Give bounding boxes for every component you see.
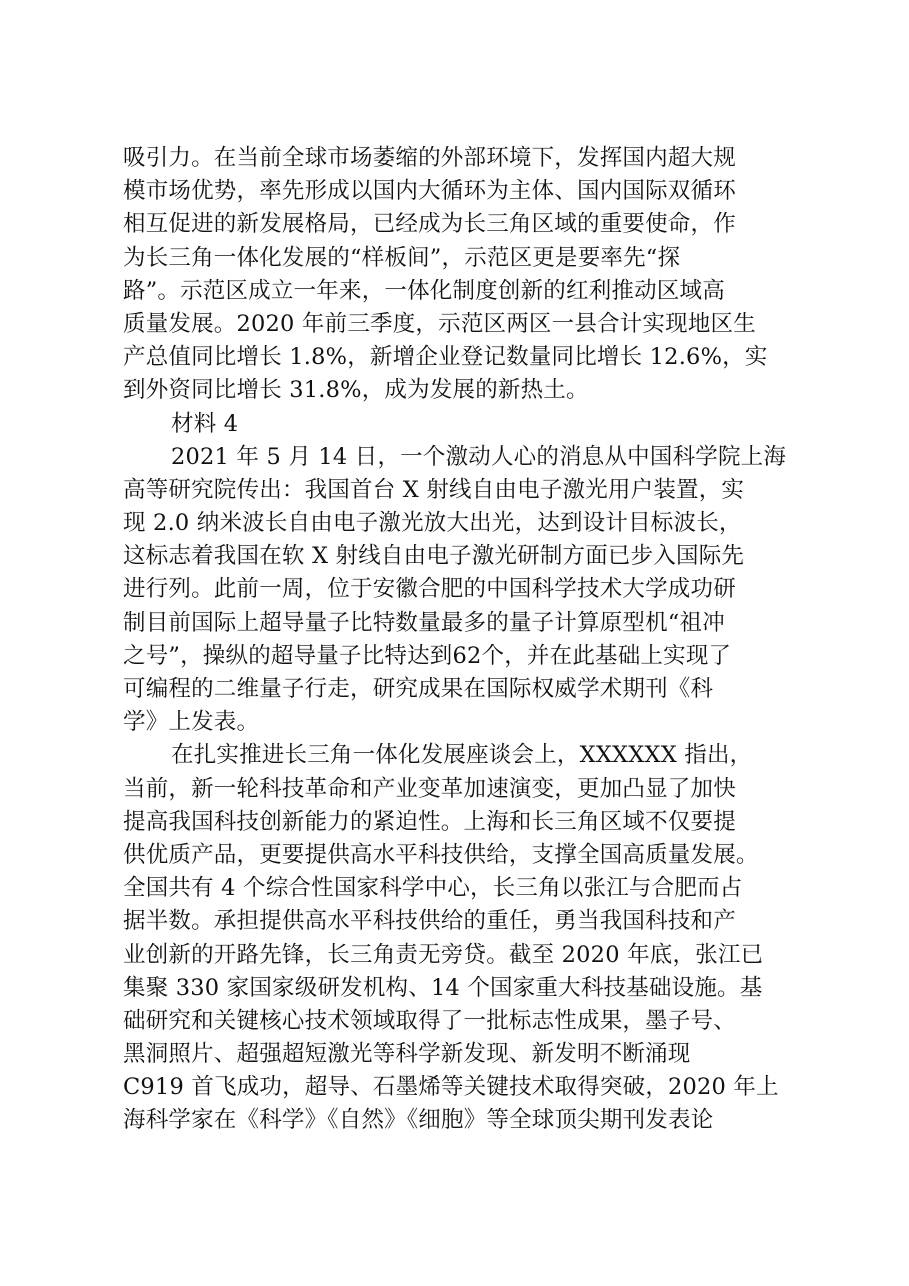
text-line: 在扎实推进长三角一体化发展座谈会上，XXXXXX 指出，	[171, 742, 753, 769]
text-line: 吸引力。在当前全球市场萎缩的外部环境下，发挥国内超大规	[123, 145, 736, 171]
text-line: 础研究和关键核心技术领域取得了一批标志性成果，墨子号、	[123, 1007, 736, 1034]
text-line: 业创新的开路先锋，长三角责无旁贷。截至 2020 年底，张江已	[123, 941, 764, 968]
text-line: 供优质产品，更要提供高水平科技供给，支撑全国高质量发展。	[123, 841, 759, 868]
text-line: 据半数。承担提供高水平科技供给的重任，勇当我国科技和产	[123, 908, 736, 935]
text-line: 制目前国际上超导量子比特数量最多的量子计算原型机“祖冲	[123, 609, 725, 636]
text-line: 可编程的二维量子行走，研究成果在国际权威学术期刊《科	[123, 676, 714, 702]
text-line: 2021 年 5 月 14 日，一个激动人心的消息从中国科学院上海	[171, 443, 787, 470]
text-line: 集聚 330 家国家级研发机构、14 个国家重大科技基础设施。基	[123, 974, 763, 1001]
text-line: 学》上发表。	[123, 709, 260, 736]
text-line: 进行列。此前一周，位于安徽合肥的中国科学技术大学成功研	[123, 576, 736, 603]
text-line: 这标志着我国在软 X 射线自由电子激光研制方面已步入国际先	[123, 543, 745, 570]
text-line: C919 首飞成功，超导、石墨烯等关键技术取得突破，2020 年上	[123, 1074, 779, 1101]
text-line: 模市场优势，率先形成以国内大循环为主体、国内国际双循环	[123, 178, 736, 205]
text-line: 到外资同比增长 31.8%，成为发展的新热土。	[123, 377, 589, 404]
text-line: 提高我国科技创新能力的紧迫性。上海和长三角区域不仅要提	[123, 808, 736, 835]
text-line: 产总值同比增长 1.8%，新增企业登记数量同比增长 12.6%，实	[123, 344, 768, 371]
text-line: 高等研究院传出：我国首台 X 射线自由电子激光用户装置，实	[123, 476, 745, 503]
text-line: 之号”，操纵的超导量子比特达到62个，并在此基础上实现了	[123, 642, 732, 669]
text-line: 路”。示范区成立一年来，一体化制度创新的红利推动区域高	[123, 277, 725, 304]
text-line: 相互促进的新发展格局，已经成为长三角区域的重要使命，作	[123, 211, 736, 238]
text-line: 现 2.0 纳米波长自由电子激光放大出光，达到设计目标波长，	[123, 510, 742, 537]
text-line: 为长三角一体化发展的“样板间”，示范区更是要率先“探	[123, 244, 681, 271]
text-line: 质量发展。2020 年前三季度，示范区两区一县合计实现地区生	[123, 310, 756, 337]
section-heading: 材料 4	[171, 410, 239, 437]
document-body	[123, 142, 823, 1138]
text-line: 黑洞照片、超强超短激光等科学新发现、新发明不断涌现	[123, 1041, 691, 1068]
text-line: 当前，新一轮科技革命和产业变革加速演变，更加凸显了加快	[123, 775, 736, 802]
text-line: 海科学家在《科学》《自然》《细胞》等全球顶尖期刊发表论	[123, 1107, 714, 1134]
text-line: 全国共有 4 个综合性国家科学中心，长三角以张江与合肥而占	[123, 875, 743, 902]
